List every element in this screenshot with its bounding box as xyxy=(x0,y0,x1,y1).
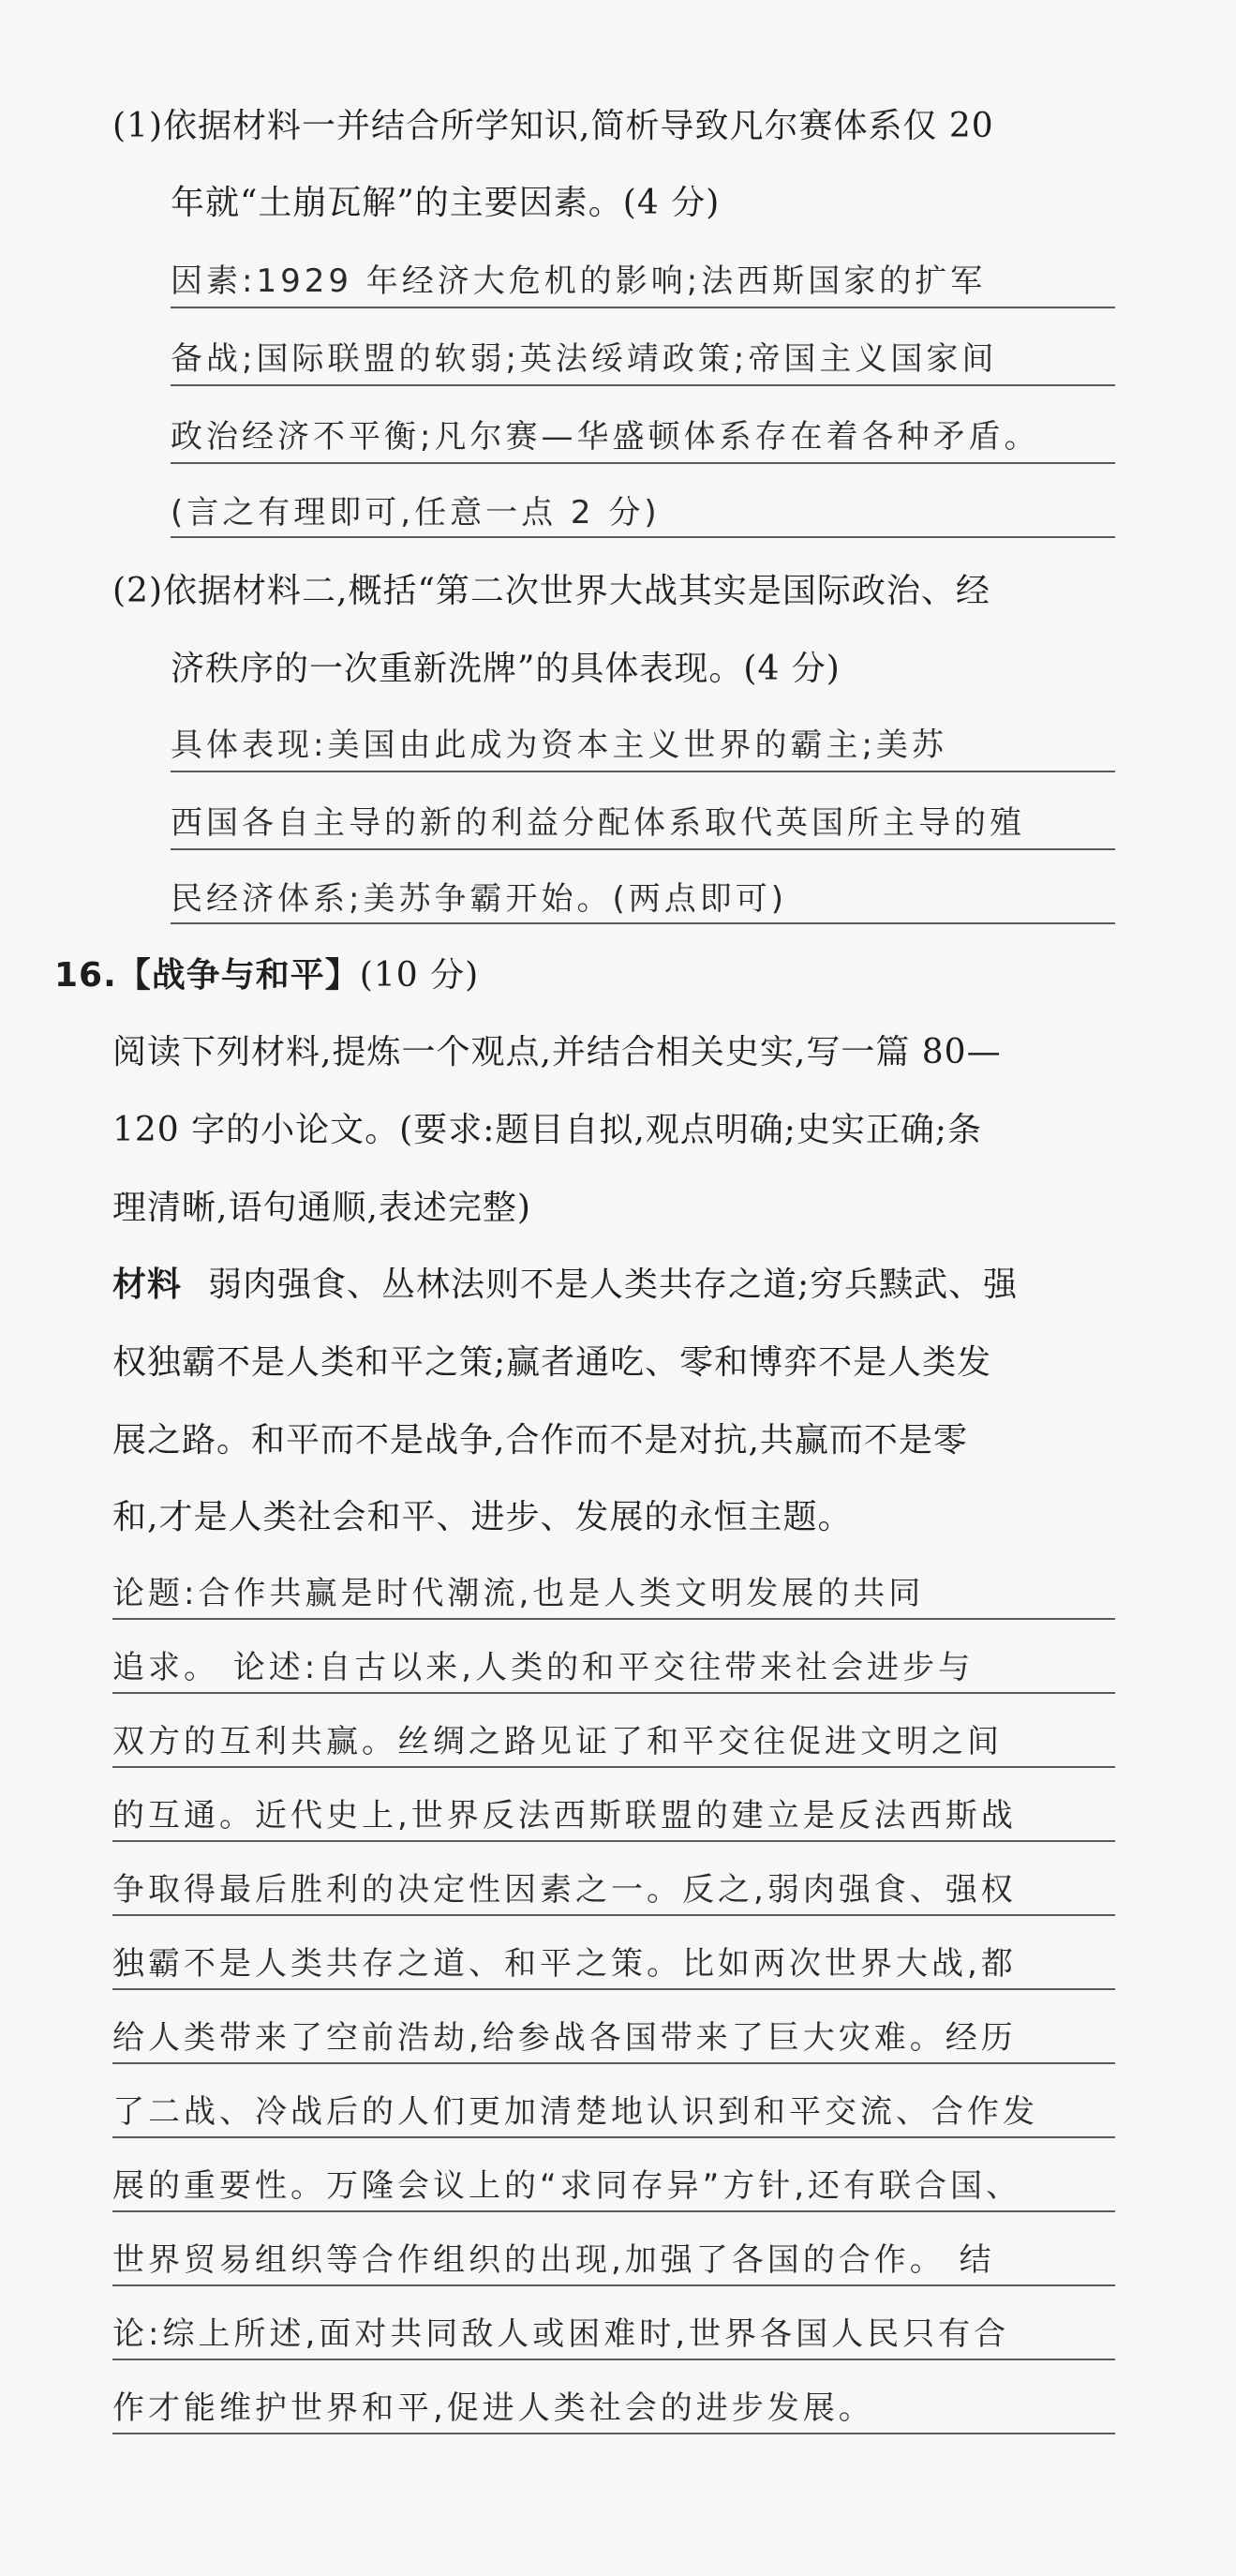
answer-underline xyxy=(171,307,1115,308)
material-label: 材料 xyxy=(112,1266,183,1304)
essay-line-9: 展的重要性。万隆会议上的“求同存异”方针,还有联合国、 xyxy=(112,2167,1022,2205)
answer-underline xyxy=(112,2210,1115,2212)
answer-underline xyxy=(171,848,1115,850)
material-text: 弱肉强食、丛林法则不是人类共存之道;穷兵黩武、强 xyxy=(208,1266,1019,1304)
q16-material-line-1 xyxy=(112,1262,1018,1309)
q1-answer-line-4: (言之有理即可,任意一点 2 分) xyxy=(171,494,661,532)
answer-underline xyxy=(171,462,1115,464)
answer-underline xyxy=(112,1840,1115,1842)
answer-underline xyxy=(112,2136,1115,2138)
answer-underline xyxy=(171,384,1115,386)
answer-underline xyxy=(112,2062,1115,2064)
q2-prompt-line-1: (2)依据材料二,概括“第二次世界大战其实是国际政治、经 xyxy=(112,572,990,610)
essay-line-4: 的互通。近代史上,世界反法西斯联盟的建立是反法西斯战 xyxy=(112,1797,1017,1835)
q16-score: (10 分) xyxy=(359,956,480,995)
q16-title: 【战争与和平】 xyxy=(116,956,360,995)
answer-underline xyxy=(112,2433,1115,2434)
q16-number: 16. xyxy=(54,956,117,995)
essay-line-11: 论:综上所述,面对共同敌人或困难时,世界各国人民只有合 xyxy=(112,2315,1010,2353)
q1-answer-line-1: 因素:1929 年经济大危机的影响;法西斯国家的扩军 xyxy=(171,262,987,300)
answer-underline xyxy=(112,1692,1115,1694)
q2-answer-line-1: 具体表现:美国由此成为资本主义世界的霸主;美苏 xyxy=(171,726,947,764)
q16-material-line-2: 权独霸不是人类和平之策;赢者通吃、零和博弈不是人类发 xyxy=(112,1343,992,1382)
answer-underline xyxy=(112,1914,1115,1916)
answer-underline xyxy=(112,1988,1115,1990)
essay-line-7: 给人类带来了空前浩劫,给参战各国带来了巨大灾难。经历 xyxy=(112,2019,1017,2057)
q16-prompt-line-3: 理清晰,语句通顺,表述完整) xyxy=(112,1189,531,1227)
essay-line-5: 争取得最后胜利的决定性因素之一。反之,弱肉强食、强权 xyxy=(112,1871,1017,1909)
essay-line-3: 双方的互利共赢。丝绸之路见证了和平交往促进文明之间 xyxy=(112,1723,1003,1760)
q16-prompt-line-2: 120 字的小论文。(要求:题目自拟,观点明确;史实正确;条 xyxy=(112,1111,983,1149)
answer-underline xyxy=(171,536,1115,538)
essay-line-6: 独霸不是人类共存之道、和平之策。比如两次世界大战,都 xyxy=(112,1945,1017,1983)
q1-prompt-line-1: (1)依据材料一并结合所学知识,简析导致凡尔赛体系仅 20 xyxy=(112,107,994,145)
essay-line-12: 作才能维护世界和平,促进人类社会的进步发展。 xyxy=(112,2389,874,2427)
essay-line-10: 世界贸易组织等合作组织的出现,加强了各国的合作。 结 xyxy=(112,2241,995,2279)
essay-line-1: 论题:合作共赢是时代潮流,也是人类文明发展的共同 xyxy=(112,1575,925,1612)
q16-material-line-3: 展之路。和平而不是战争,合作而不是对抗,共赢而不是零 xyxy=(112,1421,968,1460)
q16-header xyxy=(54,952,479,999)
q16-material-line-4: 和,才是人类社会和平、进步、发展的永恒主题。 xyxy=(112,1498,853,1536)
q1-answer-line-2: 备战;国际联盟的软弱;英法绥靖政策;帝国主义国家间 xyxy=(171,340,998,378)
answer-underline xyxy=(171,922,1115,924)
answer-underline xyxy=(112,2284,1115,2286)
answer-underline xyxy=(112,1618,1115,1620)
q2-answer-line-2: 西国各自主导的新的利益分配体系取代英国所主导的殖 xyxy=(171,804,1025,842)
answer-underline xyxy=(112,2359,1115,2360)
q1-answer-line-3: 政治经济不平衡;凡尔赛—华盛顿体系存在着各种矛盾。 xyxy=(171,418,1040,456)
q2-answer-line-3: 民经济体系;美苏争霸开始。(两点即可) xyxy=(171,880,787,918)
q16-prompt-line-1: 阅读下列材料,提炼一个观点,并结合相关史实,写一篇 80— xyxy=(112,1033,1002,1071)
essay-line-8: 了二战、冷战后的人们更加清楚地认识到和平交流、合作发 xyxy=(112,2093,1038,2131)
essay-line-2: 追求。 论述:自古以来,人类的和平交往带来社会进步与 xyxy=(112,1649,975,1686)
answer-underline xyxy=(171,771,1115,772)
q1-prompt-line-2: 年就“土崩瓦解”的主要因素。(4 分) xyxy=(171,184,721,222)
q2-prompt-line-2: 济秩序的一次重新洗牌”的具体表现。(4 分) xyxy=(171,650,841,688)
answer-underline xyxy=(112,1766,1115,1768)
